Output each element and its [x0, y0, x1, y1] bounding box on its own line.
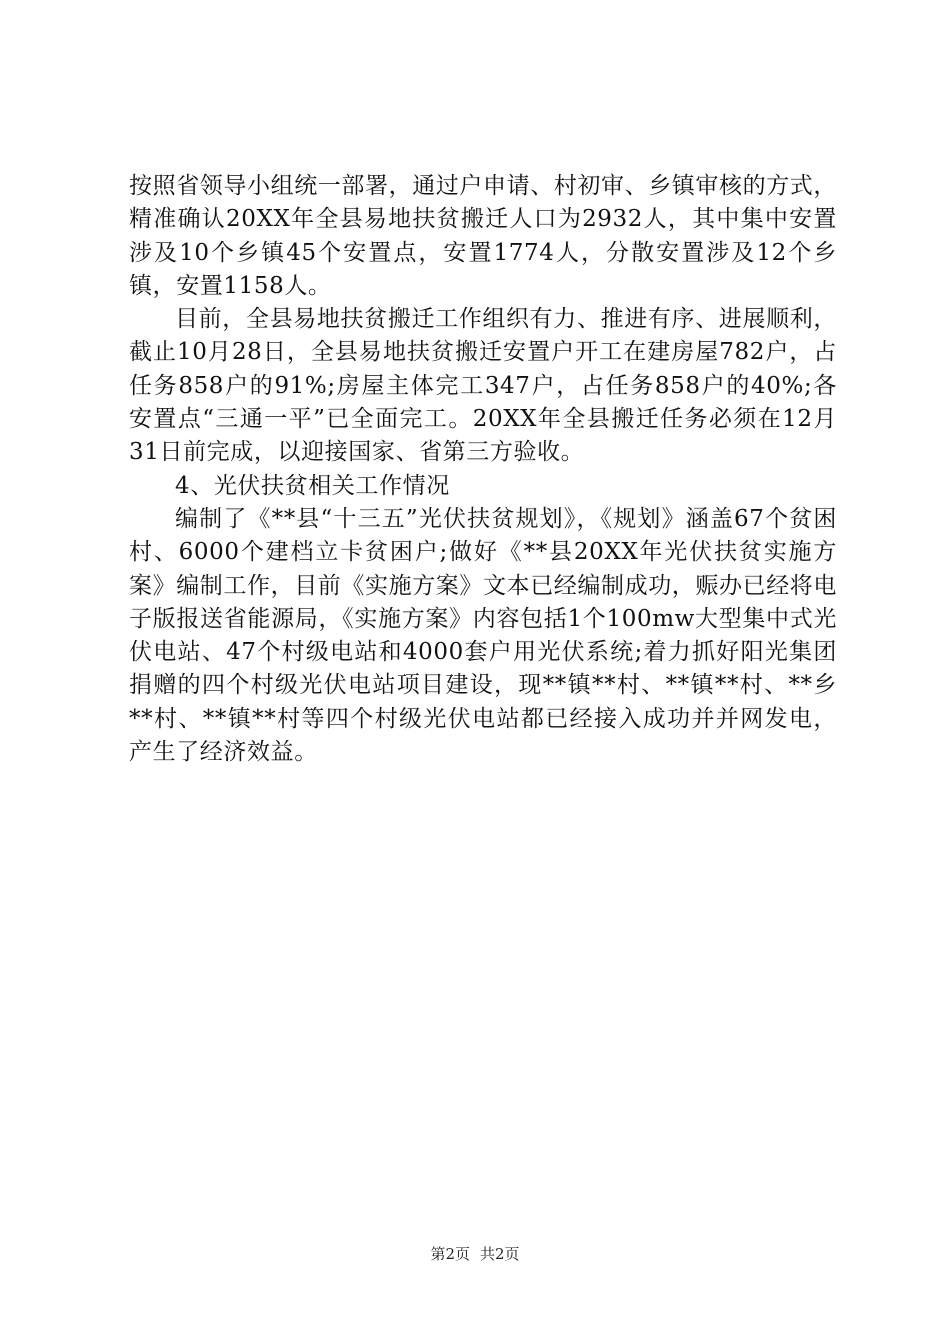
document-body [129, 170, 837, 769]
section-heading-solar: 4、光伏扶贫相关工作情况 [175, 472, 450, 499]
page-number: 第2页 [430, 1245, 470, 1263]
paragraph-solar-work: 编制了《**县“十三五”光伏扶贫规划》，《规划》涵盖67个贫困村、6000个建档立卡贫困户;做好《**县20XX年光伏扶贫实施方案》编制工作，目前《实施方案》文本已经编制成功，赈办已经将电子版报送省能源局，《实施方案》内容包括1个100mw大型集中式光伏电站、47个村级电站和4000套户用光伏系统;着力抓好阳光集团捐赠的四个村级光伏电站项目建设，现**镇**村、**镇**村、**乡**村、**镇**村等四个村级光伏电站都已经接入成功并并网发电，产生了经济效益。 [129, 505, 837, 766]
page-footer [0, 1244, 950, 1264]
paragraph-relocation-scope: 按照省领导小组统一部署，通过户申请、村初审、乡镇审核的方式，精准确认20XX年全县易地扶贫搬迁人口为2932人，其中集中安置涉及10个乡镇45个安置点，安置1774人，分散安置涉及12个乡镇，安置1158人。 [129, 173, 837, 299]
paragraph-relocation-progress: 目前，全县易地扶贫搬迁工作组织有力、推进有序、进展顺利，截止10月28日，全县易地扶贫搬迁安置户开工在建房屋782户，占任务858户的91%;房屋主体完工347户，占任务858户的40%;各安置点“三通一平”已全面完工。20XX年全县搬迁任务必须在12月31日前完成，以迎接国家、省第三方验收。 [129, 306, 837, 466]
page-total: 共2页 [480, 1245, 520, 1263]
